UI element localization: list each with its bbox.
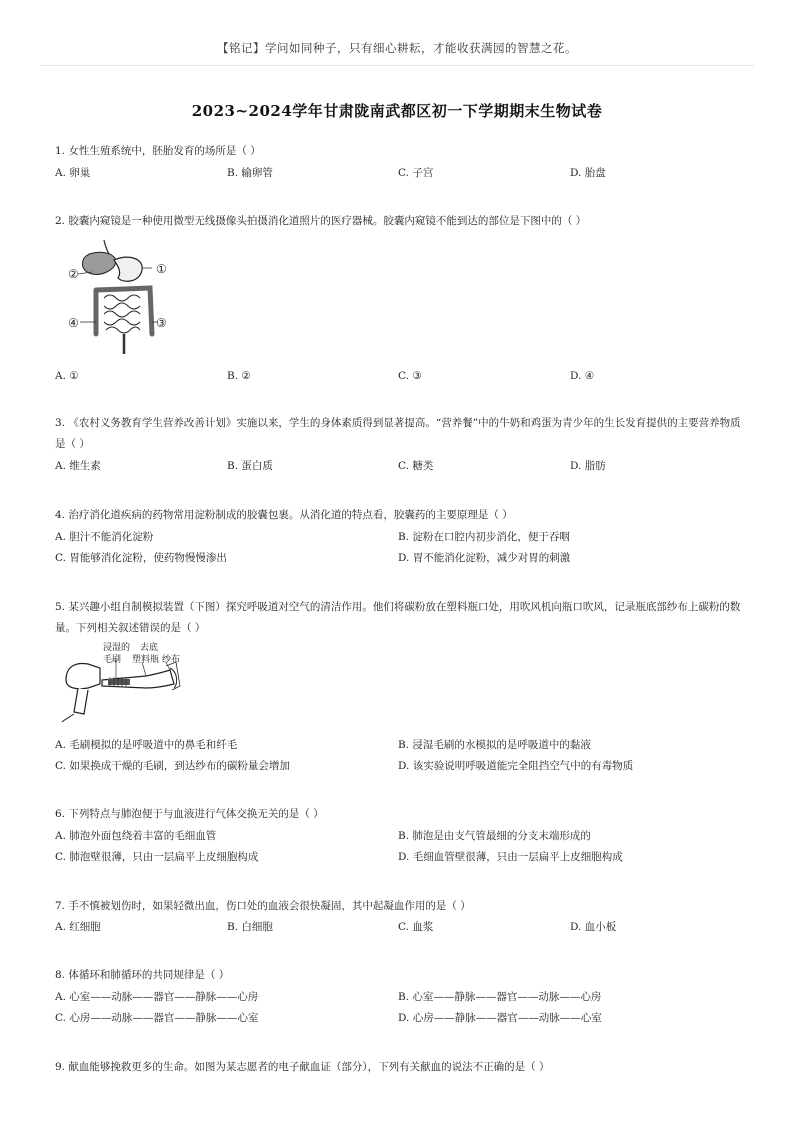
question-6-option-a[interactable]: A. 肺泡外面包绕着丰富的毛细血管	[55, 830, 217, 842]
question-9-stem: 9. 献血能够挽救更多的生命。如图为某志愿者的电子献血证（部分），下列有关献血的说法不正确的是（ ）	[55, 1061, 550, 1073]
question-4-option-d[interactable]: D. 胃不能消化淀粉，减少对胃的刺激	[398, 552, 571, 564]
question-5-option-d[interactable]: D. 该实验说明呼吸道能完全阻挡空气中的有毒物质	[398, 760, 634, 772]
digestive-system-figure	[66, 238, 178, 362]
question-2-option-a[interactable]: A. ①	[55, 370, 79, 382]
question-6-option-c[interactable]: C. 肺泡壁很薄，只由一层扁平上皮细胞构成	[55, 851, 259, 863]
figure-label-brush: 毛刷	[103, 655, 122, 665]
question-8-option-a[interactable]: A. 心室——动脉——器官——静脉——心房	[55, 991, 259, 1003]
figure-label-3: ③	[156, 316, 167, 330]
question-5-option-a[interactable]: A. 毛刷模拟的是呼吸道中的鼻毛和纤毛	[55, 739, 238, 751]
header-divider	[40, 65, 754, 66]
question-7-stem: 7. 手不慎被划伤时，如果轻微出血，伤口处的血液会很快凝固，其中起凝血作用的是（ ）	[55, 900, 471, 912]
question-1-option-a[interactable]: A. 卵巢	[55, 167, 91, 179]
question-1-option-b[interactable]: B. 输卵管	[227, 167, 273, 179]
question-3-option-c[interactable]: C. 糖类	[398, 460, 434, 472]
question-6-option-d[interactable]: D. 毛细血管壁很薄，只由一层扁平上皮细胞构成	[398, 851, 623, 863]
figure-label-bottle: 塑料瓶	[132, 655, 160, 665]
question-8-stem: 8. 体循环和肺循环的共同规律是（ ）	[55, 969, 230, 981]
question-1-option-c[interactable]: C. 子宫	[398, 167, 434, 179]
figure-label-wet: 浸湿的	[103, 643, 131, 653]
question-4-option-c[interactable]: C. 胃能够消化淀粉，使药物慢慢渗出	[55, 552, 227, 564]
question-7-option-a[interactable]: A. 红细胞	[55, 921, 101, 933]
question-7-option-d[interactable]: D. 血小板	[570, 921, 617, 933]
header-motto: 【铭记】学问如同种子，只有细心耕耘，才能收获满园的智慧之花。	[217, 41, 577, 55]
question-1-stem: 1. 女性生殖系统中，胚胎发育的场所是（ ）	[55, 145, 261, 157]
question-5-stem: 5. 某兴趣小组自制模拟装置（下图）探究呼吸道对空气的清洁作用。他们将碳粉放在塑料瓶口处，用吹风机向瓶口吹风，记录瓶底部纱布上碳粉的数量。下列相关叙述错误的是（ ）	[55, 601, 741, 634]
question-2-stem: 2. 胶囊内窥镜是一种使用微型无线摄像头拍摄消化道照片的医疗器械。胶囊内窥镜不能到达的部位是下图中的（ ）	[55, 215, 587, 227]
question-5-option-b[interactable]: B. 浸湿毛刷的水模拟的是呼吸道中的黏液	[398, 739, 591, 751]
question-7-option-b[interactable]: B. 白细胞	[227, 921, 273, 933]
figure-label-2: ②	[68, 267, 79, 281]
question-6-option-b[interactable]: B. 肺泡是由支气管最细的分支末端形成的	[398, 830, 591, 842]
figure-label-gauze: 纱布	[162, 655, 181, 665]
question-1-option-d[interactable]: D. 胎盘	[570, 167, 606, 179]
question-6-stem: 6. 下列特点与肺泡便于与血液进行气体交换无关的是（ ）	[55, 808, 324, 820]
question-8-option-d[interactable]: D. 心房——静脉——器官——动脉——心室	[398, 1012, 602, 1024]
question-2-option-c[interactable]: C. ③	[398, 370, 422, 382]
question-5-option-c[interactable]: C. 如果换成干燥的毛刷，到达纱布的碳粉量会增加	[55, 760, 290, 772]
question-7-option-c[interactable]: C. 血浆	[398, 921, 434, 933]
figure-label-no-bottom: 去底	[140, 643, 159, 653]
question-4-stem: 4. 治疗消化道疾病的药物常用淀粉制成的胶囊包裹。从消化道的特点看，胶囊药的主要原理是（ ）	[55, 509, 513, 521]
figure-label-4: ④	[68, 316, 79, 330]
question-3-option-d[interactable]: D. 脂肪	[570, 460, 606, 472]
figure-label-1: ①	[156, 262, 167, 276]
question-3-option-b[interactable]: B. 蛋白质	[227, 460, 273, 472]
question-2-option-b[interactable]: B. ②	[227, 370, 251, 382]
page-title: 2023~2024学年甘肃陇南武都区初一下学期期末生物试卷	[191, 102, 603, 120]
question-8-option-b[interactable]: B. 心室——静脉——器官——动脉——心房	[398, 991, 602, 1003]
question-3-option-a[interactable]: A. 维生素	[55, 460, 101, 472]
question-2-option-d[interactable]: D. ④	[570, 370, 595, 382]
question-3-stem: 3. 《农村义务教育学生营养改善计划》实施以来，学生的身体素质得到显著提高。“营养餐”中的牛奶和鸡蛋为青少年的生长发育提供的主要营养物质是（ ）	[55, 417, 741, 450]
question-4-option-a[interactable]: A. 胆汁不能消化淀粉	[55, 531, 154, 543]
question-8-option-c[interactable]: C. 心房——动脉——器官——静脉——心室	[55, 1012, 259, 1024]
question-4-option-b[interactable]: B. 淀粉在口腔内初步消化，便于吞咽	[398, 531, 570, 543]
